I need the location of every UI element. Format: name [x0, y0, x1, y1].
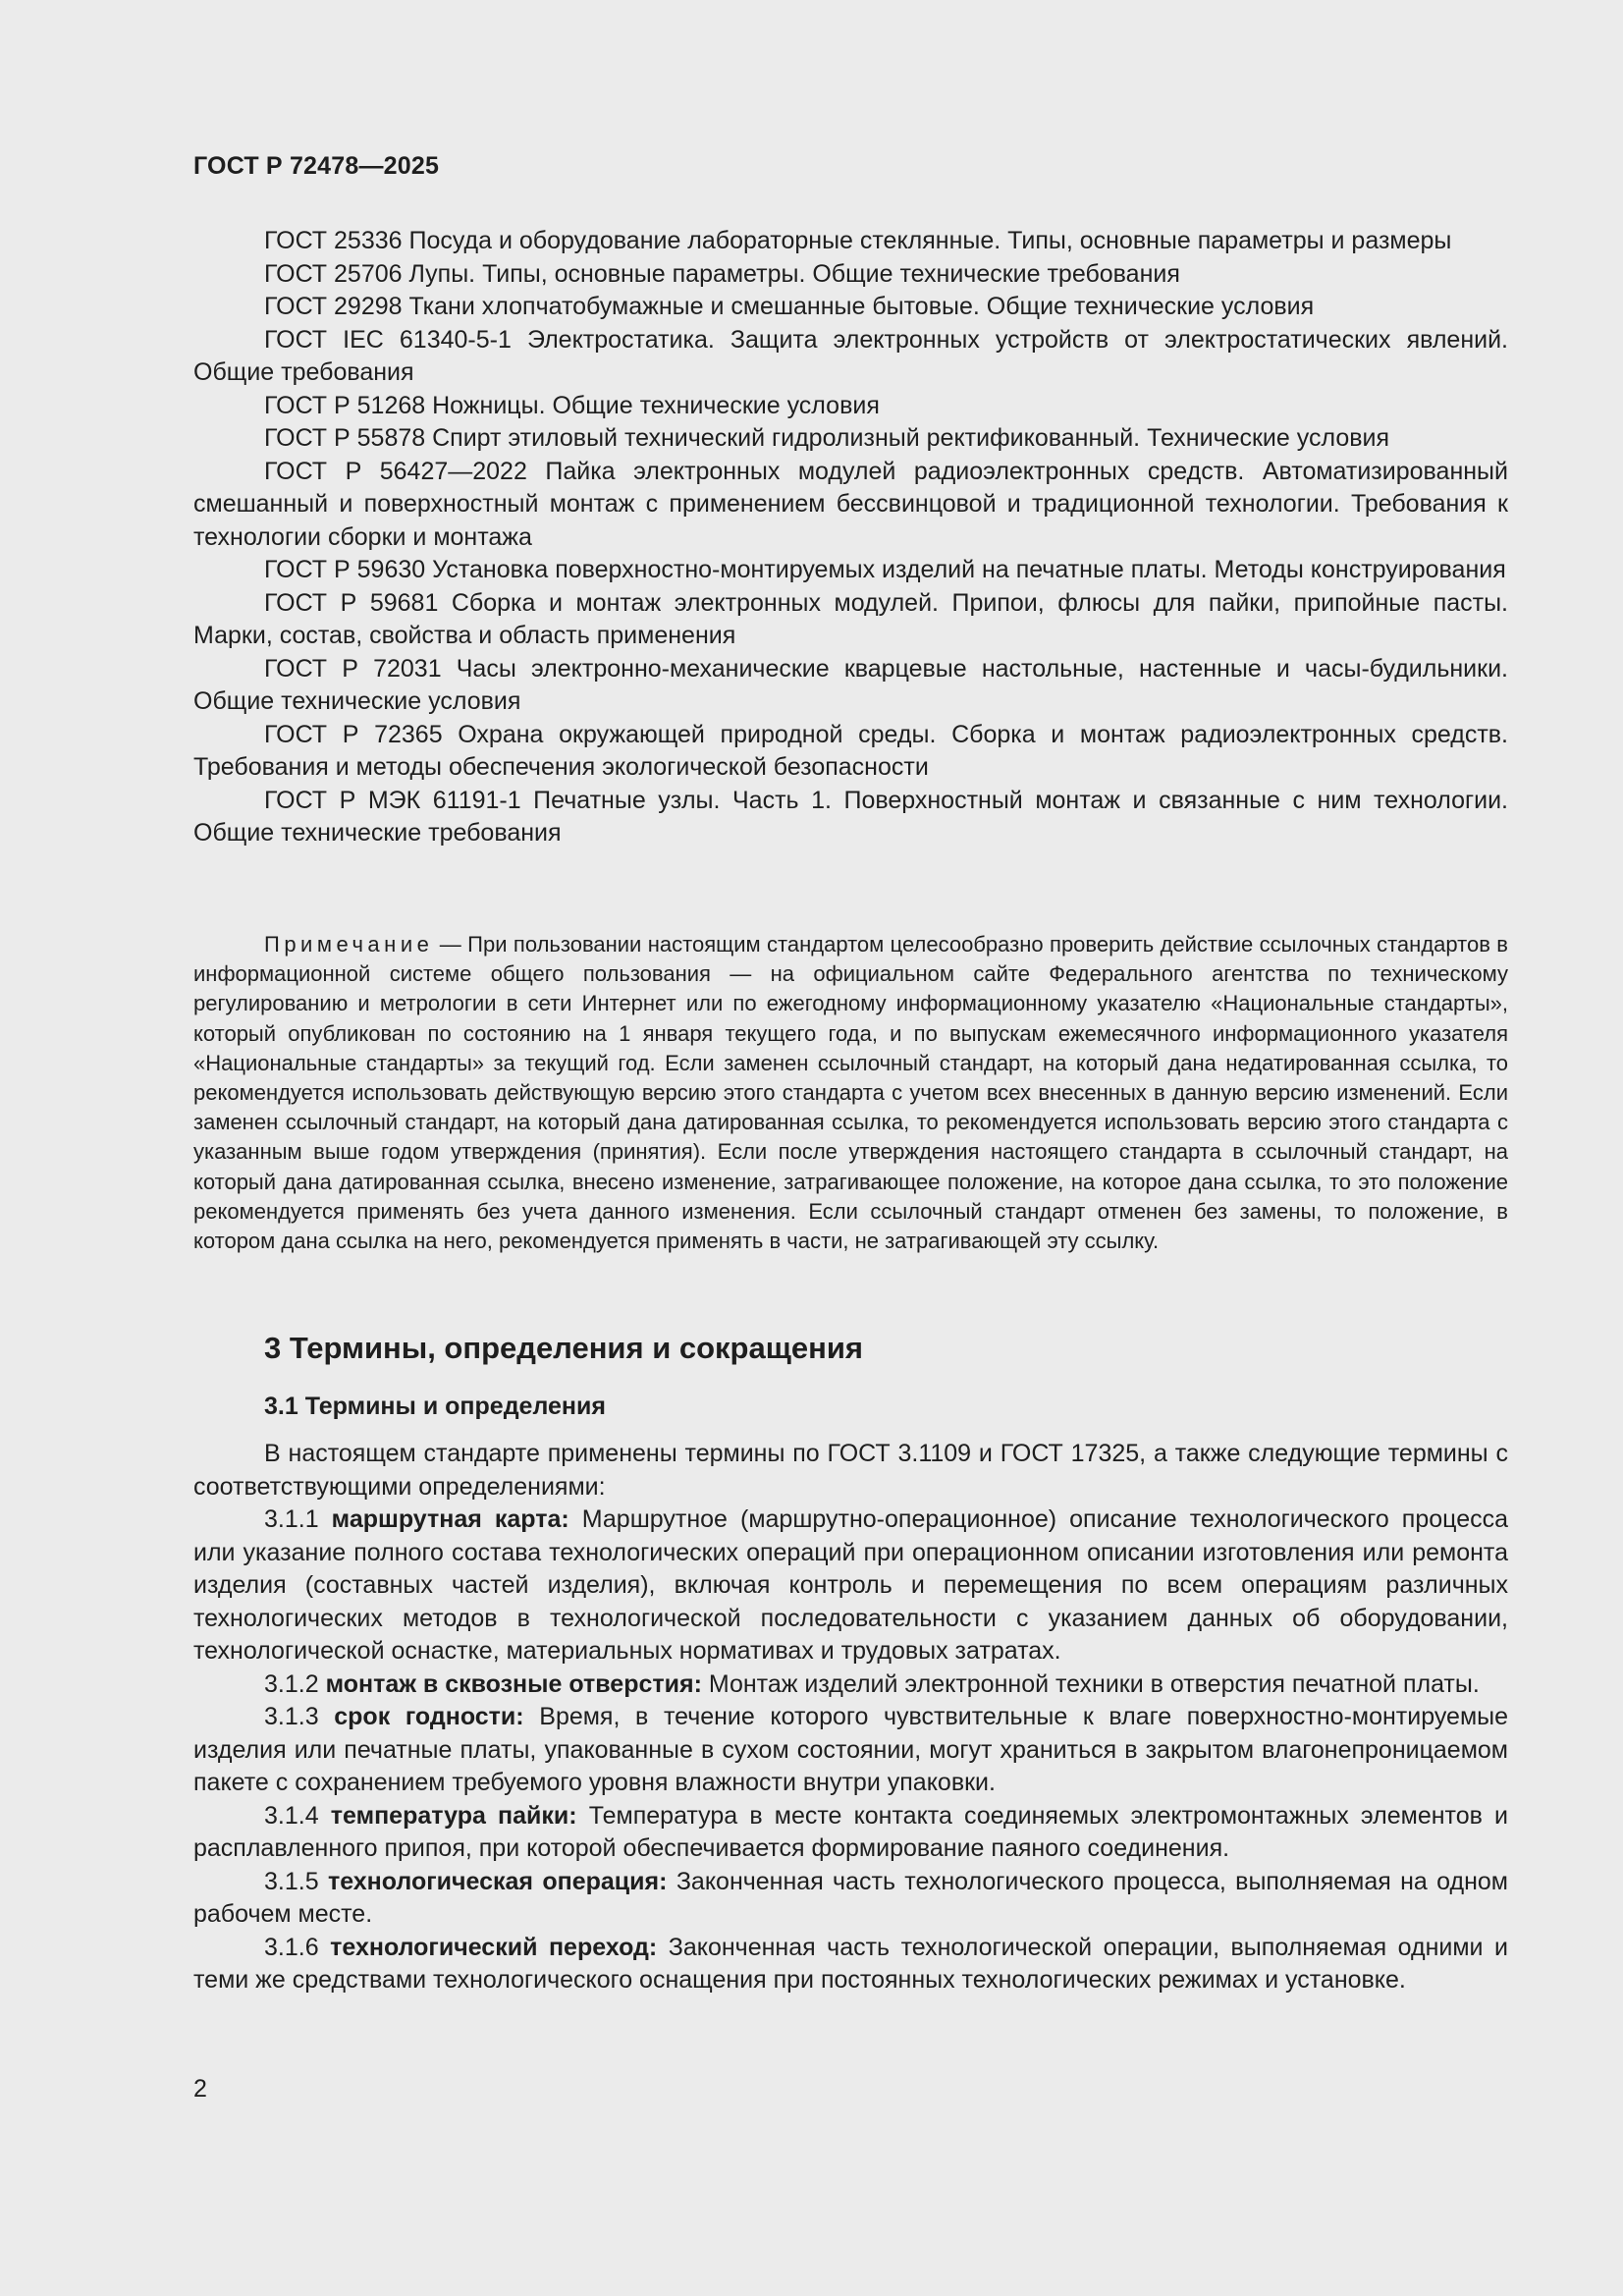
term-definition: Законченная часть технологической операции, выполняемая одними и теми же средствами технологического оснащения при постоянных технологических режимах и установке.: [193, 1933, 1508, 1994]
reference-item: ГОСТ Р 59681 Сборка и монтаж электронных модулей. Припои, флюсы для пайки, припойные пасты. Марки, состав, свойства и область применения: [193, 588, 1508, 649]
reference-item: ГОСТ Р 72365 Охрана окружающей природной среды. Сборка и монтаж радиоэлектронных средств. Требования и методы обеспечения экологической безопасности: [193, 720, 1508, 781]
reference-item: ГОСТ 29298 Ткани хлопчатобумажные и смешанные бытовые. Общие технические условия: [264, 293, 1315, 320]
references-note: [193, 930, 1508, 1256]
term-definition: Законченная часть технологического процесса, выполняемая на одном рабочем месте.: [193, 1867, 1508, 1928]
term-definition: Монтаж изделий электронной техники в отверстия печатной платы.: [708, 1669, 1480, 1698]
term-name: температура пайки:: [330, 1801, 577, 1830]
term-definition: Время, в течение которого чувствительные к влаге поверхностно-монтируемые изделия или печатные платы, упакованные в сухом состоянии, могут храниться в закрытом влагонепроницаемом пакете с сохранением требуемого уровня влажности внутри упаковки.: [193, 1703, 1509, 1796]
note-label: Примечание: [264, 932, 434, 957]
reference-item: ГОСТ Р 51268 Ножницы. Общие технические условия: [264, 391, 880, 419]
section-title: 3 Термины, определения и сокращения: [264, 1331, 863, 1365]
term-number: 3.1.5: [264, 1867, 319, 1895]
term-number: 3.1.6: [264, 1933, 319, 1961]
term-definition: Температура в месте контакта соединяемых электромонтажных элементов и расплавленного припоя, при которой обеспечивается формирование паяного соединения.: [193, 1801, 1508, 1862]
term-name: монтаж в сквозные отверстия:: [325, 1669, 702, 1698]
page-number: 2: [193, 2075, 207, 2103]
reference-item: ГОСТ Р 59630 Установка поверхностно-монтируемых изделий на печатные платы. Методы конструирования: [264, 556, 1506, 583]
term-number: 3.1.4: [264, 1801, 319, 1830]
terms-intro: В настоящем стандарте применены термины по ГОСТ 3.1109 и ГОСТ 17325, а также следующие термины с соответствующими определениями:: [193, 1440, 1508, 1501]
subsection-title: 3.1 Термины и определения: [264, 1393, 606, 1420]
term-entry: [193, 1668, 1508, 1702]
term-entry: [193, 1932, 1508, 1997]
term-number: 3.1.3: [264, 1703, 319, 1730]
term-entry: [193, 1800, 1508, 1866]
normative-references-list: [193, 225, 1508, 850]
term-number: 3.1.1: [264, 1505, 319, 1533]
reference-item: ГОСТ Р 55878 Спирт этиловый технический гидролизный ректификованный. Технические условия: [264, 424, 1390, 452]
document-page: [193, 0, 1508, 2296]
note-text: — При пользовании настоящим стандартом целесообразно проверить действие ссылочных стандартов в информационной системе общего пользования — на официальном сайте Федерального агентства по техническому регулированию и метрологии в сети Интернет или по ежегодному информационному указателю «Национальные стандарты», который опубликован по состоянию на 1 января текущего года, и по выпускам ежемесячного информационного указателя «Национальные стандарты» за текущий год. Если заменен ссылочный стандарт, на который дана недатированная ссылка, то рекомендуется использовать действующую версию этого стандарта с учетом всех внесенных в данную версию изменений. Если заменен ссылочный стандарт, на который дана датированная ссылка, то рекомендуется использовать версию этого стандарта с указанным выше годом утверждения (принятия). Если после утверждения настоящего стандарта в ссылочный стандарт, на который дана датированная ссылка, внесено изменение, затрагивающее положение, на которое дана ссылка, то это положение рекомендуется применять без учета данного изменения. Если ссылочный стандарт отменен без замены, то положение, в котором дана ссылка на него, рекомендуется применять в части, не затрагивающей эту ссылку.: [193, 932, 1508, 1254]
term-entry: [193, 1503, 1508, 1668]
reference-item: ГОСТ IEC 61340-5-1 Электростатика. Защита электронных устройств от электростатических явлений. Общие требования: [193, 325, 1508, 386]
term-name: технологическая операция:: [327, 1867, 668, 1895]
document-code: ГОСТ Р 72478—2025: [193, 152, 440, 180]
term-definition: Маршрутное (маршрутно-операционное) описание технологического процесса или указание полного состава технологических операций при операционном описании изготовления или ремонта изделия (составных частей изделия), включая контроль и перемещения по всем операциям различных технологических методов в технологической последовательности с указанием данных об оборудовании, технологической оснастке, материальных нормативах и трудовых затратах.: [193, 1505, 1509, 1665]
note-paragraph: [193, 930, 1508, 1256]
reference-item: ГОСТ Р МЭК 61191-1 Печатные узлы. Часть 1. Поверхностный монтаж и связанные с ним технологии. Общие технические требования: [193, 786, 1508, 847]
reference-item: ГОСТ Р 56427—2022 Пайка электронных модулей радиоэлектронных средств. Автоматизированный смешанный и поверхностный монтаж с применением бессвинцовой и традиционной технологии. Требования к технологии сборки и монтажа: [193, 457, 1508, 551]
terms-list: [193, 1438, 1508, 1997]
term-entry: [193, 1866, 1508, 1932]
term-name: срок годности:: [334, 1703, 524, 1730]
term-name: маршрутная карта:: [331, 1505, 569, 1533]
reference-item: ГОСТ 25336 Посуда и оборудование лабораторные стеклянные. Типы, основные параметры и размеры: [264, 227, 1452, 254]
reference-item: ГОСТ 25706 Лупы. Типы, основные параметры. Общие технические требования: [264, 259, 1180, 288]
term-number: 3.1.2: [264, 1669, 319, 1698]
term-entry: [193, 1701, 1508, 1800]
reference-item: ГОСТ Р 72031 Часы электронно-механические кварцевые настольные, настенные и часы-будильники. Общие технические условия: [193, 654, 1508, 715]
term-name: технологический переход:: [330, 1933, 658, 1961]
